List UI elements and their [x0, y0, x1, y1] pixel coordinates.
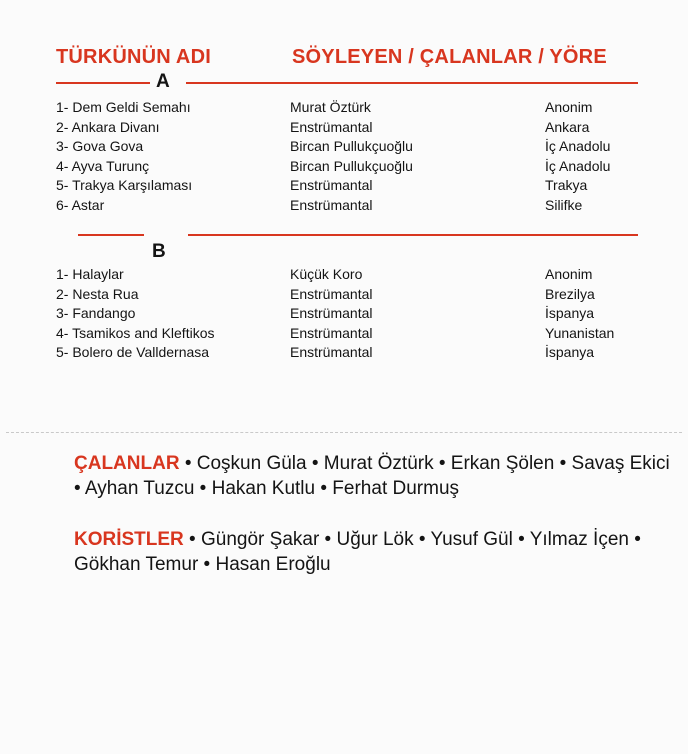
side-a-track-list — [0, 98, 688, 215]
choir-credits — [74, 527, 674, 577]
track-region: İç Anadolu — [545, 157, 611, 174]
track-performer: Küçük Koro — [290, 266, 363, 282]
track-region: Ankara — [545, 118, 590, 135]
track-name: 1- Halaylar — [56, 266, 124, 282]
side-a-label: A — [156, 71, 170, 92]
fold-line — [6, 432, 682, 433]
track-region: İspanya — [545, 305, 595, 321]
track-name: 4- Ayva Turunç — [56, 157, 150, 174]
choir-label: KORİSTLER — [74, 529, 184, 550]
side-a-rule-right — [186, 82, 638, 84]
side-b-label: B — [152, 241, 166, 262]
track-performer: Bircan Pullukçuoğlu — [290, 157, 413, 174]
side-b-track-list — [0, 265, 688, 363]
track-name: 2- Nesta Rua — [56, 285, 139, 302]
track-row — [0, 196, 688, 216]
track-row — [0, 118, 688, 138]
track-performer: Enstrümantal — [290, 118, 373, 135]
track-row — [0, 157, 688, 177]
track-row — [0, 343, 688, 363]
track-name: 3- Gova Gova — [56, 138, 144, 154]
track-row — [0, 324, 688, 344]
track-region: İç Anadolu — [545, 138, 611, 154]
track-performer: Murat Öztürk — [290, 99, 371, 115]
song-title-column-header: TÜRKÜNÜN ADI — [56, 46, 211, 68]
choir-names: • Güngör Şakar • Uğur Lök • Yusuf Gül • Yılmaz İçen • Gökhan Temur • Hasan Eroğlu — [74, 529, 641, 575]
track-name: 5- Trakya Karşılaması — [56, 177, 193, 193]
track-row — [0, 265, 688, 285]
track-row — [0, 98, 688, 118]
track-name: 4- Tsamikos and Kleftikos — [56, 324, 215, 341]
track-name: 2- Ankara Divanı — [56, 118, 160, 135]
track-performer: Enstrümantal — [290, 344, 373, 360]
players-credits — [74, 451, 674, 501]
track-region: Silifke — [545, 196, 583, 213]
side-b-rule-left — [78, 234, 144, 236]
track-region: Trakya — [545, 177, 588, 193]
track-performer: Enstrümantal — [290, 177, 373, 193]
track-name: 6- Astar — [56, 196, 105, 213]
track-performer: Enstrümantal — [290, 196, 373, 213]
track-row — [0, 176, 688, 196]
track-row — [0, 304, 688, 324]
track-name: 3- Fandango — [56, 305, 136, 321]
players-names: • Coşkun Güla • Murat Öztürk • Erkan Şölen • Savaş Ekici • Ayhan Tuzcu • Hakan Kutlu • Ferhat Durmuş — [74, 453, 670, 499]
track-region: Anonim — [545, 266, 593, 282]
track-row — [0, 285, 688, 305]
track-region: Anonim — [545, 99, 593, 115]
track-row — [0, 137, 688, 157]
side-b-rule-right — [188, 234, 638, 236]
side-a-rule-left — [56, 82, 150, 84]
track-performer: Enstrümantal — [290, 305, 373, 321]
track-region: İspanya — [545, 344, 595, 360]
track-performer: Enstrümantal — [290, 324, 373, 341]
track-performer: Enstrümantal — [290, 285, 373, 302]
track-name: 1- Dem Geldi Semahı — [56, 99, 191, 115]
players-label: ÇALANLAR — [74, 453, 180, 474]
track-performer: Bircan Pullukçuoğlu — [290, 138, 413, 154]
track-name: 5- Bolero de Valldernasa — [56, 344, 210, 360]
track-region: Yunanistan — [545, 324, 615, 341]
track-region: Brezilya — [545, 285, 595, 302]
performer-region-column-header: SÖYLEYEN / ÇALANLAR / YÖRE — [292, 46, 607, 68]
